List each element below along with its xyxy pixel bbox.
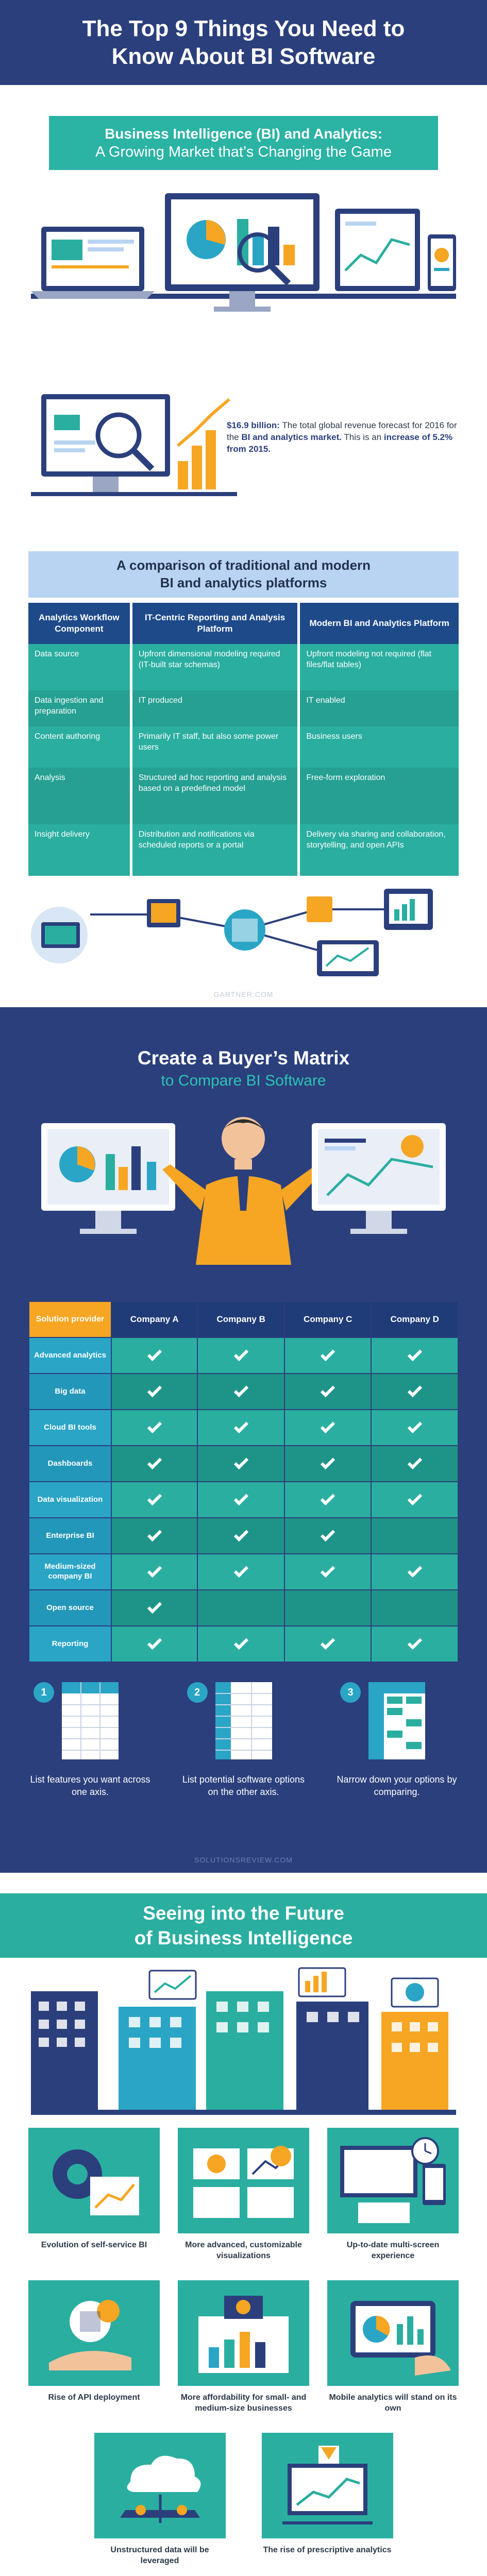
checkmark-icon — [408, 1491, 422, 1505]
checkmark-icon — [234, 1491, 248, 1505]
checkmark-icon — [408, 1455, 422, 1469]
checkmark-icon — [147, 1563, 162, 1578]
matrix-row — [29, 1554, 458, 1590]
checkmark-icon — [234, 1347, 248, 1361]
matrix-cell — [197, 1337, 284, 1374]
forecast-text: The total global revenue forecast for 2016 for the — [227, 420, 457, 442]
checkmark-icon — [408, 1563, 422, 1578]
future-section — [0, 1873, 487, 2576]
buyers-matrix-table — [28, 1301, 459, 1663]
table-cell: Primarily IT staff, but also some power users — [131, 726, 299, 768]
banner-title: Business Intelligence (BI) and Analytics: — [105, 125, 382, 142]
forecast-amount: $16.9 billion: — [227, 420, 280, 430]
api-hand-icon — [28, 2280, 160, 2386]
matrix-cell — [111, 1518, 197, 1554]
column-header: Modern BI and Analytics Platform — [299, 603, 459, 644]
comparison-title-line1: A comparison of traditional and modern — [116, 557, 371, 573]
trend-tile — [94, 2433, 226, 2576]
table-row — [28, 644, 459, 690]
trend-tile — [28, 2128, 160, 2271]
page-title: The Top 9 Things You Need to Know About BI Software — [82, 15, 405, 69]
affordability-icon — [178, 2280, 309, 2386]
matrix-cell — [197, 1518, 284, 1554]
matrix-cell — [284, 1590, 372, 1626]
trend-caption: The rise of prescriptive analytics — [263, 2546, 392, 2554]
comparison-heading — [28, 551, 459, 598]
matrix-cell — [371, 1446, 458, 1482]
matrix-body — [29, 1337, 458, 1662]
column-header: IT-Centric Reporting and Analysis Platform — [131, 603, 299, 644]
matrix-cell — [371, 1374, 458, 1410]
checkmark-icon — [321, 1491, 335, 1505]
feature-label: Cloud BI tools — [29, 1410, 111, 1446]
matrix-cell — [197, 1554, 284, 1590]
matrix-cell — [111, 1626, 197, 1662]
table-cell: IT produced — [131, 690, 299, 726]
spreadsheet-icon — [52, 1682, 129, 1765]
feature-label: Open source — [29, 1590, 111, 1626]
checkmark-icon — [234, 1527, 248, 1541]
matrix-cell — [111, 1337, 197, 1374]
step-item — [182, 1682, 306, 1799]
step-text: List features you want across one axis. — [30, 1774, 150, 1798]
matrix-cell — [111, 1374, 197, 1410]
trend-tile — [178, 2128, 309, 2271]
trend-tile — [327, 2128, 459, 2271]
checkmark-icon — [147, 1419, 162, 1433]
matrix-cell — [197, 1410, 284, 1446]
matrix-cell — [284, 1374, 372, 1410]
checkmark-icon — [147, 1455, 162, 1469]
company-header: Company B — [197, 1301, 284, 1337]
table-row — [28, 824, 459, 876]
forecast-increase: increase of 5.2% from 2015. — [227, 432, 453, 454]
table-cell: Upfront dimensional modeling required (IT-built star schemas) — [131, 644, 299, 690]
unstructured-data-icon — [94, 2433, 226, 2538]
forecast-text-2: This is an — [342, 432, 384, 442]
mobile-analytics-icon — [327, 2280, 459, 2386]
trend-tile — [327, 2280, 459, 2424]
matrix-row — [29, 1482, 458, 1518]
analytics-monitor-illustration — [31, 384, 242, 510]
step-text: List potential software options on the other axis. — [182, 1774, 305, 1798]
table-cell: Distribution and notifications via scheduled reports or a portal — [131, 824, 299, 876]
checkmark-icon — [234, 1383, 248, 1397]
checkmark-icon — [408, 1635, 422, 1650]
matrix-cell — [371, 1554, 458, 1590]
table-cell: Upfront modeling not required (flat files/flat tables) — [299, 644, 459, 690]
table-cell: Free-form exploration — [299, 768, 459, 824]
market-section — [0, 85, 487, 1007]
comparison-table — [28, 603, 459, 876]
trend-tile — [28, 2280, 160, 2424]
matrix-cell — [197, 1482, 284, 1518]
matrix-cell — [111, 1554, 197, 1590]
checkmark-icon — [147, 1347, 162, 1361]
table-cell: Insight delivery — [28, 824, 131, 876]
checkmark-icon — [147, 1635, 162, 1650]
trend-tile — [178, 2280, 309, 2424]
feature-label: Data visualization — [29, 1482, 111, 1518]
checkmark-icon — [147, 1599, 162, 1614]
multi-screen-icon — [327, 2128, 459, 2233]
table-cell: IT enabled — [299, 690, 459, 726]
feature-label: Advanced analytics — [29, 1337, 111, 1374]
matrix-cell — [284, 1518, 372, 1554]
visualization-panels-icon — [178, 2128, 309, 2233]
matrix-row — [29, 1337, 458, 1374]
matrix-cell — [197, 1374, 284, 1410]
matrix-cell — [197, 1626, 284, 1662]
checkmark-icon — [147, 1527, 162, 1541]
future-trends-grid — [28, 2128, 459, 2576]
checkmark-icon — [147, 1383, 162, 1397]
checkmark-icon — [408, 1347, 422, 1361]
table-cell: Delivery via sharing and collaboration, storytelling, and open APIs — [299, 824, 459, 876]
city-skyline-illustration — [31, 1960, 456, 2115]
matrix-cell — [284, 1410, 372, 1446]
table-cell: Data source — [28, 644, 131, 690]
completed-matrix-icon — [358, 1682, 435, 1765]
feature-label: Medium-sized company BI — [29, 1554, 111, 1590]
trend-caption: Evolution of self-service BI — [41, 2241, 147, 2249]
forecast-market: BI and analytics market. — [241, 432, 342, 442]
data-network-illustration — [28, 878, 459, 981]
trend-tile — [262, 2433, 393, 2576]
matrix-cell — [197, 1446, 284, 1482]
matrix-cell — [111, 1590, 197, 1626]
comparison-header-row — [28, 603, 459, 644]
checkmark-icon — [321, 1563, 335, 1578]
trend-caption: Rise of API deployment — [48, 2393, 140, 2402]
table-cell: Business users — [299, 726, 459, 768]
matrix-row — [29, 1626, 458, 1662]
gear-chart-icon — [28, 2128, 160, 2233]
analyst-illustration — [31, 1108, 456, 1265]
step-number: 2 — [187, 1682, 208, 1703]
feature-label: Dashboards — [29, 1446, 111, 1482]
matrix-cell — [284, 1446, 372, 1482]
checkmark-icon — [234, 1563, 248, 1578]
matrix-title: Create a Buyer’s Matrix — [137, 1047, 350, 1069]
checkmark-icon — [321, 1455, 335, 1469]
matrix-cell — [284, 1482, 372, 1518]
checkmark-icon — [321, 1419, 335, 1433]
future-subtitle: of Business Intelligence — [134, 1927, 353, 1948]
matrix-row — [29, 1590, 458, 1626]
trend-caption: More advanced, customizable visualizations — [185, 2241, 302, 2260]
trend-caption: More affordability for small- and medium-size businesses — [180, 2393, 307, 2413]
matrix-cell — [111, 1410, 197, 1446]
table-row — [28, 690, 459, 726]
matrix-cell — [371, 1518, 458, 1554]
checkmark-icon — [234, 1455, 248, 1469]
table-cell: Analysis — [28, 768, 131, 824]
page-header — [0, 0, 487, 85]
matrix-header-row — [29, 1301, 458, 1337]
matrix-cell — [371, 1590, 458, 1626]
comparison-title-line2: BI and analytics platforms — [160, 575, 327, 590]
step-item — [28, 1682, 152, 1799]
matrix-cell — [197, 1590, 284, 1626]
matrix-cell — [371, 1482, 458, 1518]
column-header: Analytics Workflow Component — [28, 603, 131, 644]
table-row — [28, 726, 459, 768]
trend-caption: Mobile analytics will stand on its own — [329, 2393, 457, 2413]
checkmark-icon — [234, 1635, 248, 1650]
forecast-statement — [227, 420, 459, 455]
matrix-cell — [371, 1337, 458, 1374]
matrix-cell — [371, 1626, 458, 1662]
spreadsheet-icon — [205, 1682, 282, 1765]
checkmark-icon — [321, 1347, 335, 1361]
trend-caption: Up-to-date multi-screen experience — [346, 2241, 440, 2260]
matrix-cell — [111, 1446, 197, 1482]
solution-provider-label: Solution provider — [29, 1301, 111, 1337]
matrix-cell — [284, 1554, 372, 1590]
matrix-subtitle: to Compare BI Software — [161, 1072, 326, 1089]
matrix-cell — [111, 1482, 197, 1518]
step-number: 1 — [33, 1682, 54, 1703]
future-title: Seeing into the Future — [143, 1903, 344, 1924]
matrix-cell — [284, 1337, 372, 1374]
buyers-matrix-section — [0, 1007, 487, 1873]
table-cell: Structured ad hoc reporting and analysis based on a predefined model — [131, 768, 299, 824]
table-cell: Content authoring — [28, 726, 131, 768]
source-credit: GARTNER.COM — [0, 981, 487, 1007]
company-header: Company D — [371, 1301, 458, 1337]
banner-subtitle: A Growing Market that’s Changing the Game — [95, 143, 392, 160]
checkmark-icon — [321, 1383, 335, 1397]
table-cell: Data ingestion and preparation — [28, 690, 131, 726]
matrix-cell — [284, 1626, 372, 1662]
matrix-row — [29, 1374, 458, 1410]
matrix-steps — [28, 1682, 459, 1799]
matrix-row — [29, 1410, 458, 1446]
source-credit: SOLUTIONSREVIEW.COM — [0, 1847, 487, 1873]
company-header: Company A — [111, 1301, 197, 1337]
market-banner — [49, 116, 438, 170]
checkmark-icon — [147, 1491, 162, 1505]
checkmark-icon — [408, 1419, 422, 1433]
feature-label: Big data — [29, 1374, 111, 1410]
step-item — [335, 1682, 459, 1799]
devices-illustration — [31, 178, 456, 348]
matrix-row — [29, 1518, 458, 1554]
feature-label: Reporting — [29, 1626, 111, 1662]
step-number: 3 — [340, 1682, 361, 1703]
checkmark-icon — [408, 1383, 422, 1397]
table-row — [28, 768, 459, 824]
step-text: Narrow down your options by comparing. — [337, 1774, 457, 1798]
trend-caption: Unstructured data will be leveraged — [110, 2546, 209, 2565]
matrix-row — [29, 1446, 458, 1482]
prescriptive-analytics-icon — [262, 2433, 393, 2538]
checkmark-icon — [234, 1419, 248, 1433]
feature-label: Enterprise BI — [29, 1518, 111, 1554]
company-header: Company C — [284, 1301, 372, 1337]
matrix-cell — [371, 1410, 458, 1446]
checkmark-icon — [321, 1527, 335, 1541]
checkmark-icon — [321, 1635, 335, 1650]
